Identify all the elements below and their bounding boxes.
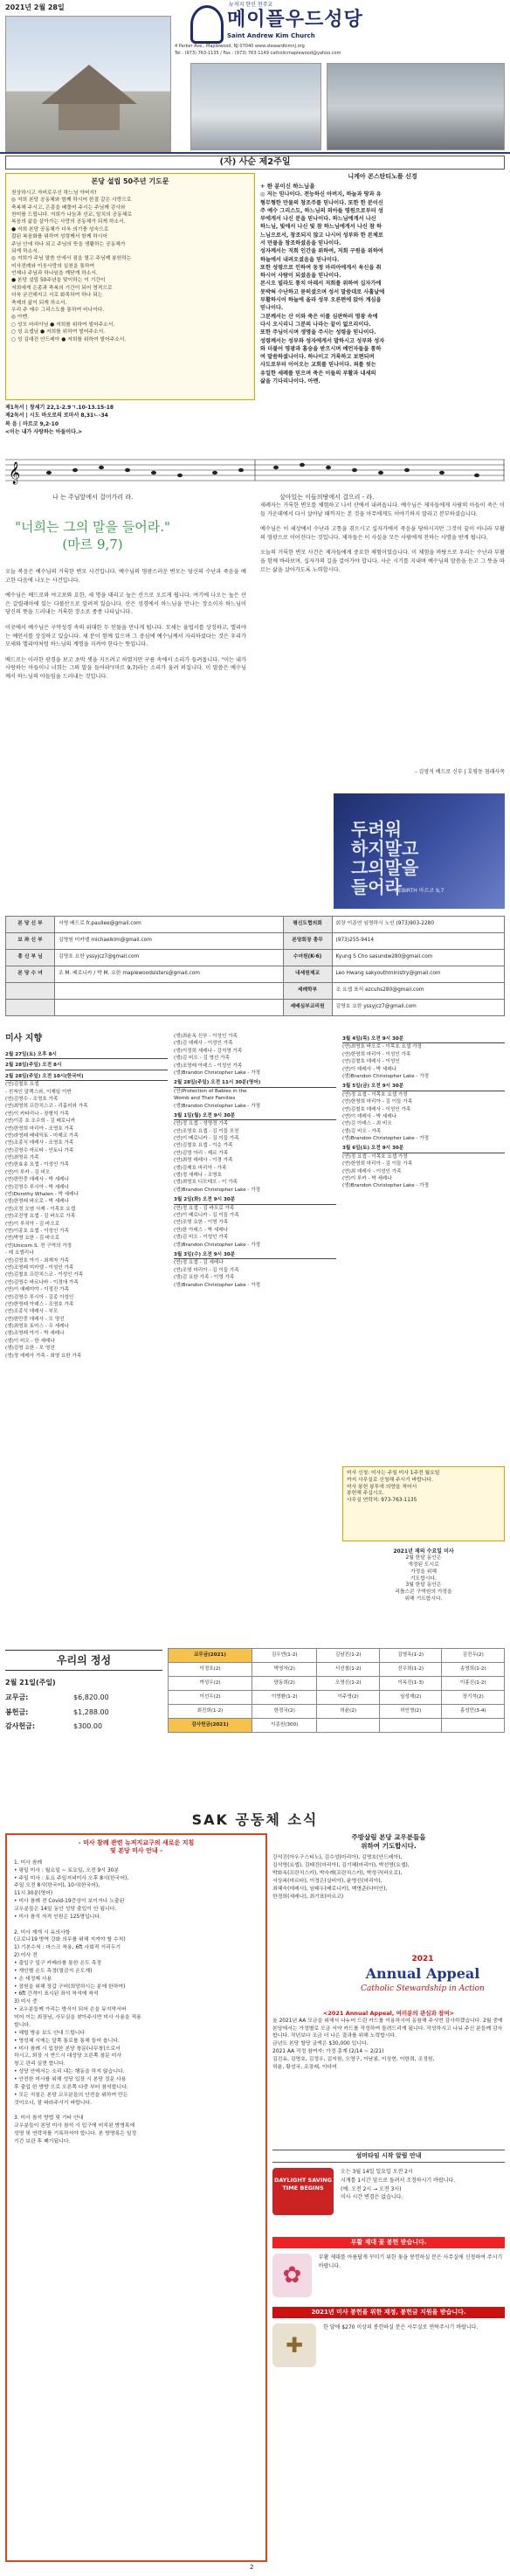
creed-text: ◎ 저는 믿나이다. 전능하신 아버지, 하늘과 땅과 유 형무형한 만물의 창조주를 믿나이다. 또한 한 분이신 주 예수 그리스도, 하느님의 외아들 영원으로부터 성 부에게서 나신 분을 믿나이다. 하느님에게서 나신 하느님, 빛에서 나신 빛 참 하느님에게서 나신 참 하 느님으로서, 창조되지 않고 나시어 성부와 한 본체로 서 만물을 창조하셨음을 믿나이다. 성자께서는 저희 인간을 위하여, 저희 구원을 위하여 하늘에서 내려오셨음을 믿나이다. 또한 성령으로 인하여 동정 마리아에게서 육신을 취 하시어 사람이 되셨음을 믿나이다. 본시오 빌라도 통치 아래서 저희를 위하여 십자가에 못박혀 수난하고 묻히셨으며 성서 말씀대로 사흘날에 부활하시어 하늘에 올라 성부 오른편에 앉아 계심을 믿나이다. 그분께서는 산 이와 죽은 이를 심판하러 영광 속에 다시 오시리니 그분의 나라는 끝이 없으리이다. 또한 주님이시며 생명을 주시는 성령을 믿나이다. 성령께서는 성부와 성자에게서 발하시고 성부와 성자 와 더불어 영광과 흠숭을 받으시며 예언자들을 통하 여 말씀하셨나이다. 하나이고 거룩하고 보편되며 사도로부터 이어오는 교회를 믿나이다. 죄를 씻는 유일한 세례를 믿으며 죽은 이들의 부활과 내세의 삶을 기다리나이다. 아멘. [260, 191, 385, 385]
staff-role: 수녀원(K-6) [283, 950, 332, 966]
staff-role: 평신도협의회 [283, 917, 332, 933]
mass-intention: (연)이 카타리나 - 장형석 가족 [5, 1111, 69, 1117]
donor-cell: 송영희(1-2) [442, 1663, 505, 1677]
mass-intention: (연)한영희 마리아 - 김 이들 가족 [342, 1099, 413, 1105]
dst-clock-icon [272, 2168, 334, 2215]
staff-row [6, 933, 505, 950]
mass-intention: (연)이 루카 - 박 세레나 [342, 1176, 392, 1182]
mass-intention: (연)조진영 요셉 - 김 바오로 가족 [5, 1214, 76, 1220]
staff-info: 회장 이준연 임명하시 노인 (973)903-2280 [332, 917, 504, 933]
mass-intention: (생)한영래 바오로 - 박 세레나 [5, 1199, 69, 1205]
donor-cell: 교무금(2021) [169, 1649, 252, 1663]
church-name: 메이플우드성당 [227, 9, 363, 31]
season-title: (자) 사순 제2주일 [5, 156, 505, 170]
mass-intention: (연)이 베로니카 - 김 이들 가족 [174, 1136, 239, 1142]
mass-intention: (생)Brandon Christopher Lake - 가정 [174, 1242, 261, 1248]
staff-info: 김영호 요한 yssyjcz7@gmail.com [55, 950, 284, 966]
mass-intention: (생)김 비오 - 가족 [342, 1128, 382, 1134]
mass-intention: (연)한영래 아녜스 - 조영호 가족 [5, 1301, 74, 1307]
mass-intention: (연)조영호 요셉 - 김 이들 모친 [174, 1128, 239, 1134]
donor-cell: 이종원(300) [252, 1719, 317, 1733]
mass-intentions-title: 미사 지향 [5, 1034, 43, 1043]
church-name-en: Saint Andrew Kim Church [227, 32, 315, 39]
donor-cell: 선우희(1-2) [379, 1663, 441, 1677]
mass-intention: (연)최영유 가족 [5, 1155, 39, 1161]
annual-appeal-logo [341, 1954, 505, 2003]
lyric-line-1: 나 는 주님앞에서 걸어가리 라. [52, 494, 134, 501]
mass-intention: (생)Brandon Christopher Lake - 가정 [174, 1070, 261, 1076]
donor-cell: 김영옥(1-2) [379, 1649, 441, 1663]
homily-left-p3: 이곳에서 예수님은 구약성경 속의 위대한 두 인물을 만나게 됩니다. 모세는 율법서를 상징하고, 엘리야는 예언서를 상징하고 있습니다. 세 분이 함께 있으며 그 중심에 예수님께서 자리하셨다는 것은 우리가 모세와 엘리야처럼 하느님의 계명을 지켜야 한다는 뜻입니다. [5, 625, 246, 648]
mass-support-text: 한 달에 $270 이상의 봉헌하실 분은 사무실로 연락주시기 바랍니다. [323, 2324, 479, 2331]
easter-flowers-title: 부활 제대 꽃 봉헌 받습니다. [272, 2237, 505, 2248]
mass-intention: (연)한영희 마리아 - 이성인 가족 [342, 1051, 411, 1057]
reading-response: <이는 내가 사랑하는 아들이다.> [5, 428, 83, 435]
mass-intention: (연)조영 요한 - 이명 가족 [174, 1220, 229, 1226]
creed-column [260, 173, 505, 385]
donor-cell [317, 1719, 379, 1733]
community-news-right [272, 1833, 505, 1901]
donor-row [169, 1677, 505, 1691]
tithe-value: $6,820.00 [73, 1693, 109, 1701]
staff-info: 김명원 미카엘 michaelkim@gmail.com [55, 933, 284, 950]
staff-info: Leo Hwang sakyouthministry@gmail.com [332, 966, 504, 983]
donor-cell: 오영신(1-2) [317, 1677, 379, 1691]
donor-cell: 박영자(2) [252, 1663, 317, 1677]
appeal-year: 2021 [411, 1955, 434, 1963]
mass-intention: (연)라영래 베네딕토 - 마제코 가족 [5, 1132, 79, 1139]
homily-left-p1: 오늘 복음은 예수님의 거룩한 변모 사건입니다. 예수님의 영광스러운 변모는 당신의 수난과 죽음을 예고한 다음에 나오는 사건입니다. [5, 569, 246, 584]
sick-prayer-title: 주방살림 본당 교우분들을 위하여 기도합시다. [351, 1833, 426, 1851]
donor-cell: 이홍신(1-2) [442, 1677, 505, 1691]
mass-day-heading: 2월 28일(주일) 오전 8시 [5, 1062, 168, 1070]
mass-intention: (연)한영희 마리아 - 조영호 가족 [5, 1125, 74, 1132]
mass-intention: (연)정 요셉 - 이목호 요셉 가정 [342, 1091, 408, 1098]
staff-row [6, 917, 505, 933]
staff-role: 보 좌 신 부 [6, 933, 55, 950]
mass-intention: Womb and Their Families [174, 1096, 236, 1102]
dst-title: 섬머타임 시작 알림 안내 [272, 2150, 505, 2163]
mass-intention: (연)김영수 바르나바 - 이경애 가족 [5, 1279, 79, 1285]
appeal-section-title: <2021 Annual Appeal, 여러분의 관심과 참여> [322, 2010, 455, 2017]
staff-role [6, 983, 55, 1000]
sick-prayer-names: 강석진(아우구스티노), 김수성(마리아), 김명호(안드레아), 김석영(요셉), 김태진(마리아), 김기혜(마리아), 박선영(요셉), 박화옥(프란치스카), 박숙례(프란치스카), 박성구(바오로), 서상복(마르타), 이정은(실비아), 윤영신(마리아), 최혜숙(데레사), 임태우(베로니카), 백명준(다미안), 한경희(세레나), 최기표(마르코) [272, 1855, 410, 1900]
mass-day-heading: 3월 2일(화) 오전 9시 30분 [174, 1196, 336, 1204]
readings [5, 404, 255, 436]
thanks-label: 감사헌금: [5, 1722, 36, 1731]
bulletin-date: 2021년 2월 28일 [5, 3, 65, 11]
community-news-title: SAK 공동체 소식 [191, 1811, 319, 1828]
mass-intention: (연)최영호 바오로 - 이목호 요셉 가정 [342, 1044, 422, 1050]
mass-intention: (연)정 요셉 - 성영경 가족 [174, 1121, 229, 1127]
offering-value: $1,288.00 [73, 1707, 109, 1716]
mass-intention: (연)이 예레미야 - 이정진 가족 [5, 1287, 69, 1293]
mass-column-2 [174, 1033, 336, 1289]
mass-intention: (생)이 비오 - 한 세레나 [5, 1338, 55, 1344]
donor-row [169, 1719, 505, 1733]
mass-intention: (생)정 세레나 - 조영호 [174, 1173, 222, 1179]
church-roof-shape [41, 65, 137, 104]
reading-gospel: 복 음 | 마르코 9,2-10 [5, 420, 59, 427]
prayer-box [5, 173, 255, 400]
homily-right-p3: 오늘의 거룩한 변모 사건은 제자들에게 중요한 체험이었습니다. 이 체험을 바탕으로 우리는 수난과 부활을 함께 바라보며, 십자가의 길을 걸어가야 합니다. 사순 시기를 지내며 예수님의 말씀을 듣고 그 뜻을 따르는 삶을 살아가도록 노력합시다. [260, 550, 505, 573]
donor-cell: 서선철(1-2) [317, 1663, 379, 1677]
donor-cell: 김진우(2) [442, 1649, 505, 1663]
mass-intention: (연)김철호 데레사 - 이성인 가족 [342, 1106, 411, 1112]
mass-intention: (생)김 비오 - 이성인 가족 [174, 1235, 229, 1241]
mass-intention: (연)김영 아리 - 제르 가족 [174, 1150, 229, 1156]
mass-day-heading: 2월 28일(주일) 오전 10시(한국어) [5, 1073, 168, 1081]
mass-intention: (연)최 데레사 - 이성인 가족 [342, 1168, 402, 1174]
mass-intention: (연)한영희 마리아 - 김 이들 가족 [342, 1161, 413, 1167]
appeal-section-text: 올 2021년 AA 모금을 위해서 나누어 드린 카드를 이용하시어 동참해 주시면 감사하겠습니다. 2월 중에 본당에서는 가정별로 모금 서약 카드를 작성하여 돌려드리게 됩니다. 작성하시고 나눠 주신 분들께 감사합니다. 작년보다 조금 더 나은 결과를 위해 노력합시다. 금년도 본당 할당 금액은 $30,000 입니다. 2021 AA 작정 참여자: 가정 총계 (2/14 ~ 2/21) 김진유, 김영호, 김정우, 김지원, 오영구, 이남봉, 이상현, 이한희, 조정원, 허윤, 황성국, 조장래, 이다미 [272, 2018, 503, 2070]
mass-intention: (연)Protection of Babies in the [174, 1088, 247, 1094]
mass-request-notice [342, 1466, 505, 1541]
donor-row [169, 1649, 505, 1663]
homily-right-p2: 예수님은 이 세상에서 수난과 고통을 겪으시고 십자가에서 죽음을 당하시지만 그것이 끝이 아니라 부활의 영광으로 이어진다는 것입니다. 제자들은 이 사실을 모든 사람에게 전하는 사명을 받게 됩니다. [260, 526, 505, 541]
mass-intention: (연)이 루치아 - 김 바오로 [5, 1221, 60, 1227]
staff-role: 본 당 수 녀 [6, 966, 55, 983]
donor-table [168, 1648, 505, 1733]
mass-intention: (생)Brandon Christopher Lake - 가정 [174, 1282, 261, 1288]
creed-subtitle: + 한 분이신 하느님을 [260, 183, 315, 190]
mass-intention: (연)이 데레사 - 박 세레나 [342, 1066, 397, 1072]
donor-cell: 김남진(1-2) [317, 1649, 379, 1663]
mass-support-section [272, 2307, 505, 2367]
donor-cell [379, 1719, 441, 1733]
mass-intention: (연)김철호 프란치스코 - 이성인 가족 [5, 1272, 84, 1278]
donor-cell: 장기석(2) [442, 1691, 505, 1705]
homily-signature: - 김영석 베드로 신부 | 호평동 첨래사목 [415, 769, 505, 775]
dst-text: 오는 3월 14일 일요일 오전 2시 시계를 1시간 앞으로 돌려서 조정하시기 바랍니다. (예: 오전 2시 → 오전 3시) 미사 시간 변경은 없습니다. [341, 2169, 456, 2201]
mass-intention: (연)김영수 루시아 - 김종 이성인 [5, 1294, 74, 1300]
mass-intention: (연)김철호 데레사 - 이성인 [342, 1059, 400, 1065]
finance-date: 2월 21일(주일) [5, 1679, 56, 1686]
donor-row [169, 1705, 505, 1719]
prayer-text: 천상하시고 자비로우신 하느님 아버지! ◎ 저희 본당 공동체와 함께 하시어 한결 같은 사랑으로 축복해 주시고, 은총을 베풀어 주시는 주님께 감사와 찬미를 드립니다. 저희가 나눔과 선교, 일치의 공동체로 복음의 삶을 살아가는 사랑의 공동체가 되게 하소서. ● 저희 본당 공동체가 더욱 의기충 성숙으로 잡된 복음화를 위하여 성령께서 함께 하시어 주님 안에 하나 되고 주님의 뜻을 생활하는 공동체가 되게 하소서. ◎ 저희가 주님 말씀 안에서 점을 열고 주님께 봉헌하는 미사전례와 이웃사랑의 실천을 통하여 언제나 주님과 하나임을 깨닫게 하소서. ● 본당 설립 50주년을 맞이하는 이 기간이 저희에게 은총과 축복의 기간이 되어 영적으로 더욱 굳건해지고 서로 화목하여 하나 되는 축제의 삶이 되게 하소서. 우리 주 예수 그리스도를 통하여 비나이다. ◎ 아멘. ○ 성모 마리아님 ● 저희를 위하여 빌어주소서. ○ 성 요셉님 ● 저희를 위하여 빌어주소서. ○ 성 김대건 안드레아 ● 저희를 위하여 빌어주소서. [11, 190, 132, 343]
staff-info [55, 1000, 284, 1016]
mass-intention: (연)이 데레사 - 박 세레나 [342, 1113, 397, 1119]
mass-intention: (연)오정 오염 사제 - 이목호 요셉 [5, 1206, 76, 1212]
donor-cell: 임성재(2) [379, 1691, 441, 1705]
staff-role: 세례학부 [283, 983, 332, 1000]
staff-role: 본당회장 총무 [283, 933, 332, 950]
annual-appeal-section [272, 2010, 505, 2072]
mass-intention: (생)김영 요한 - 모 영선 [5, 1346, 55, 1352]
mass-intention: (연)김철호 요셉 [5, 1082, 39, 1088]
homily-right [260, 502, 505, 581]
lent-poster-image [334, 793, 505, 909]
mass-intention: (생)김 요한 가족 - 이영 가족 [174, 1275, 235, 1281]
mass-intention: (연)이 루카 - 김 비오 [5, 1169, 51, 1175]
church-exterior-photo [327, 63, 505, 150]
mass-intention: (연)김영수 마르타 - 안토니 가족 [5, 1147, 74, 1153]
reading-1: 제1독서 | 창세기 22,1-2.9ㄱ.10-13.15-18 [5, 405, 114, 411]
donor-cell: 이정호(2) [169, 1663, 252, 1677]
donor-cell [442, 1719, 505, 1733]
staff-info: 조 M. 베로니카 / 박 M. 요한 maplewoodsisters@gmail.com [55, 966, 284, 983]
covid-guidelines-box [5, 1833, 267, 2562]
mass-intention: (연)박영 요한 - 김 바오로 [5, 1236, 60, 1242]
finance-summary [5, 1676, 162, 1735]
dst-badge: DAYLIGHT SAVING TIME BEGINS [273, 2177, 333, 2192]
homily-left-p2: 예수님은 베드로와 야고보와 요한, 세 명을 데리고 높은 산으로 오르게 됩니다. 여기에 나오는 높은 산은 갈릴레아에 있는 다볼산으로 알려져 있습니다. 산은 성경에서 하느님을 만나는 장소이자 하느님이 당신의 뜻을 드러내는 거룩한 장소로 종종 나타납니다. [5, 592, 246, 616]
offering-label: 봉헌금: [5, 1707, 29, 1716]
mass-intention: (연)김영수 - 조영호 가족 [5, 1096, 59, 1102]
mass-day-heading: 3월 1일(월) 오전 9시 30분 [174, 1112, 336, 1120]
staff-row [6, 950, 505, 966]
donor-cell: 감사헌금(2021) [169, 1719, 252, 1733]
mass-day-heading: 3월 5일(금) 오전 9시 30분 [342, 1083, 505, 1091]
page-number: 2 [250, 2564, 254, 2571]
church-logo-icon [190, 5, 224, 44]
mass-intention: (연)김철호 요셉 - 이순 가족 [174, 1143, 233, 1149]
staff-row [6, 966, 505, 983]
mass-intention: (생)조영래 아기 - 박 세레나 [5, 1331, 65, 1337]
mass-intention: (연)정 요셉 - 김 바오로 가족 [174, 1205, 235, 1211]
reading-2: 제2독서 | 시도 바오로의 로마서 8,31ㄴ-34 [5, 412, 108, 419]
church-photo [5, 16, 171, 152]
appeal-subtitle: Catholic Stewardship in Action [361, 1984, 485, 1993]
appeal-title: Annual Appeal [365, 1965, 480, 1983]
mass-intention: (연)최영희 프란치스코 - 리홀러와 가족 [5, 1104, 88, 1110]
treble-clef-icon: 𝄞 [9, 462, 21, 484]
dst-body [272, 2168, 505, 2215]
staff-table [5, 916, 505, 1016]
donor-row [169, 1691, 505, 1705]
creed-title: 니케아 콘스탄티노플 신경 [348, 173, 417, 180]
mass-intention: (연)한만중 데레사 - 박 세레나 [5, 1177, 69, 1183]
mass-day-heading: 2월 28일(주일) 오전 11시 30분(영어) [174, 1079, 336, 1087]
mass-intention: (연)이종호 요셉 - 이성인 가족 [5, 1228, 69, 1234]
mass-intention: (생)김 데레사 - 이성인 가족 [174, 1041, 233, 1047]
staff-role: 내세원제교 [283, 966, 332, 983]
chalice-icon: ✚ [272, 2323, 316, 2367]
mass-intention: (생)Brandon Christopher Lake - 가정 [174, 1187, 261, 1193]
staff-row [6, 983, 505, 1000]
mass-intention: - 친척인 알렉스와, 이제일 이반 [5, 1089, 72, 1095]
mass-intention: - 레 요엘리나 [5, 1250, 34, 1257]
mass-intention: (연)Dorothy Whalen - 박 세레나 [5, 1192, 79, 1198]
homily-right-p1: 세례자는 거룩한 변모를 체험하고 나서 산에서 내려옵니다. 예수님은 제자들에게 사람의 아들이 죽은 이들 가운데에서 다시 살아날 때까지는 본 것을 아무에게도 이야기하지 말라고 분부하셨습니다. [260, 502, 505, 517]
mass-intention: (연)최영 데레사 - 이경 가족 [174, 1158, 233, 1164]
mass-intention: (연)한효송 요셉 - 이성인 가족 [5, 1162, 69, 1168]
mass-intention: (생)정 데레사 가족 - 최영 요한 가족 [5, 1353, 82, 1359]
mass-intention: (연)한 아녜스 - 박 세레나 [174, 1227, 229, 1233]
church-phone: Tel : (973) 763-1135 / Fax : (973) 763-1149 catholicmaplewood@yahoo.com [175, 51, 341, 56]
homily-left-p4: 베드로는 이러한 광경을 보고 초막 셋을 지으려고 하였지만 구름 속에서 소리가 들려옵니다. "이는 내가 사랑하는 아들이니 너희는 그의 말을 들어라"(마르 9,7)라는 소리가 울려 퍼집니다. 이 말씀은 예수님께서 하느님의 아들임을 드러내는 것입니다. [5, 656, 246, 681]
mass-intention: (생)Brandon Christopher Lake - 가정 [342, 1073, 430, 1079]
mass-intention: (생)김제호 마리아 - 가족 [174, 1165, 227, 1171]
mass-intention: (연)조종식 데레사 - 부모 [5, 1309, 59, 1315]
church-address: 4 Parker Ave., Maplewood, NJ 07040 www.stewardkimnj.org [175, 44, 305, 49]
donor-cell: 이선우(2) [169, 1691, 252, 1705]
mass-intention: (생)최영호 토마스 - 우 세레나 [5, 1324, 69, 1330]
mass-support-body [272, 2323, 505, 2367]
donor-cell: 양동희(2) [252, 1677, 317, 1691]
mass-intention: (생)이정희 세레나 - 강지영 가족 [174, 1048, 243, 1054]
mass-intention: (연)정 요셉 - 이목호 요셉 가정 [342, 1153, 408, 1160]
mass-intention: (생)최윤옥 신부 - 이성인 가족 [174, 1034, 238, 1039]
mass-day-heading: 3월 3일(수) 오전 9시 30분 [174, 1251, 336, 1259]
mass-intention: (연)김영수 루시아 - 박 세레나 [5, 1184, 69, 1190]
mass-intention: (연)정 요셉 - 김 세레나 [174, 1260, 224, 1266]
donor-cell: 여성우(2) [169, 1677, 252, 1691]
tithe-label: 교무금: [5, 1693, 29, 1701]
staff-role: 세배심부교리원 [283, 1000, 332, 1016]
music-staff [5, 444, 505, 493]
mass-intention: (연)이종 호 조수희 - 김 베로니카 [5, 1118, 76, 1125]
donor-cell: 이영환(1-2) [252, 1691, 317, 1705]
donor-row [169, 1663, 505, 1677]
mass-intention: (연)조영래 미카엘 - 이성인 가족 [5, 1264, 74, 1271]
mass-intention: (생)Brandon Christopher Lake - 가정 [342, 1136, 430, 1142]
mass-intention: (생)김 비오 - 김 영선 가족 [174, 1056, 230, 1062]
staff-info: 조 요셉 표석 ezcuhs280@gmail.com [332, 983, 504, 1000]
mass-intention: (생)조영래 아녜스 - 이성인 가족 [174, 1063, 243, 1069]
staff-role: 본 당 신 부 [6, 917, 55, 933]
mass-intention: (연)조종식 데레사 - 조영호 가족 [5, 1140, 74, 1146]
staff-info: 김영호 요한 yssyjcz7@gmail.com [332, 1000, 504, 1016]
mass-intention: (연)김영호 아기 - 최재자 가족 [5, 1257, 69, 1264]
mass-day-heading: 2월 27일(토) 오후 8시 [5, 1051, 168, 1059]
mass-intention: (생)Brandon Christopher Lake - 가정 [342, 1183, 430, 1189]
easter-flowers-body [272, 2254, 505, 2297]
mass-intention: (생)Brandon Christopher Lake - 가정 [174, 1103, 261, 1109]
gospel-quote [5, 519, 180, 553]
mass-intention: (연)Unicorn S. 전 구역의 가정 [5, 1243, 72, 1249]
mass-intention: (연)김 아녜스 - 최 비오 [342, 1121, 392, 1127]
staff-info: Kyung S Cho sasundw280@gmail.com [332, 950, 504, 966]
mass-intention: (연)이 베로니카 - 김 이들 가족 [174, 1212, 239, 1218]
donor-cell: 한정국(2) [252, 1705, 317, 1719]
quote-line-1: "너희는 그의 말을 들어라." [15, 519, 170, 535]
staff-info: 서영 베드로 fr.paullee@gmail.com [55, 917, 284, 933]
church-building-shape [59, 104, 120, 130]
guidelines-title: - 미사 참례 관련 뉴저지교구의 새로운 지침 및 본당 미사 안내 - [78, 1839, 195, 1855]
mass-intention: (연)한만중 데레사 - 모 영선 [5, 1316, 65, 1322]
mass-day-heading: 3월 4일(목) 오전 9시 30분 [342, 1035, 505, 1043]
mass-day-heading: 3월 6일(토) 오전 9시 30분 [342, 1145, 505, 1153]
prayer-month-title: 2021년 재의 수요일 미사 [393, 1548, 454, 1555]
thanks-value: $300.00 [73, 1722, 103, 1731]
prayer-month-notice [342, 1545, 505, 1602]
mass-support-title: 2021년 미사 봉헌을 위한 재정, 봉헌금 지원을 받습니다. [272, 2307, 505, 2318]
donor-cell: 이옥진(1-3) [379, 1677, 441, 1691]
mass-column-1 [5, 1049, 168, 1360]
prayer-title: 본당 설립 50주년 기도문 [91, 177, 169, 185]
donor-cell: 최진희(1-2) [169, 1705, 252, 1719]
mass-intention: (연)조영 마리아 - 김 이들 가족 [174, 1267, 239, 1273]
church-name-small: 뉴저지 한인 천주교 [229, 2, 273, 8]
mass-intention: (생)최영호 디모테오 - 이 가족 [174, 1180, 238, 1186]
poster-text: 두려워 하지말고 그의말을 들어라 [351, 819, 419, 897]
guidelines-text: 1. 미사 참례 • 평일 미사 : 월요일 ~ 토요일, 오전 9시 30분 • 주일 미사 : 토요 주일저녁미사 오후 8시(한국어), 주일 오전 8시(한국어), 10시(한국어), 11시 30분(영어) • 미사 참례 전 Covid-19증상이 보이거나 노출된 교우분들은 14일 동안 성당 출입이 안 됩니다. • 미사 참석 자격 인원은 125명입니다. 2. 미사 재개 시 유의사항 (코로나19 방역 강화 의무를 위해 지켜야 할 수칙) 1) 기본수칙 : 마스크 착용, 6ft 사회적 거리두기 2) 미사 전 • 출입구 입구 카메라를 통한 온도 측정 • 개인별 온도 측정(열감지 온도계) • 손 세정제 사용 • 잠원을 위해 장갑 구비(희망하시는 분에 한하여) • 6ft 간격이 표시된 좌석 착석에 착석 3) 미사 중 • 교우분들께 가리는 방식이 되어 손을 뮤지막서버 미어 이는 최장님, 사무실을 찾아주시면 미사 사용을 적용 합니다. • 헤럴 방송 보도 안내 드립니다 • 영성체 시에는 앞쪽 통로를 통해 들어 옵니다. • 미사 참례 시 입장한 본당 창문(나무창)으로서 하시고, 퇴장 시 반드시 대성당 오른쪽 창문 미사 창고 관리 실현 합니다. • 성당 안에서는 소리 내는 행동을 하지 않습니다. • 안전한 미사를 위해 성당 입장 시 본당 정문 사용 후 출입 한 방향 으로 오른쪽 다중 부터 참석합니다. • 모든 지침은 본당 교우분들의 안전을 위하여 만든 것이오니, 잘 따라주시기 바랍니다. 3. 미사 참석 방법 및 기타 안내 교우분들이 본당 미사 참석 시 입구에 비치된 방명록에 성명 및 연락처를 기록하셔야 합니다. 본 방명록은 일정 기간 보관 후 폐기됩니다. [14, 1859, 141, 2144]
church-interior-photo [190, 63, 321, 150]
lyric-line-2: 살아있는 이들의땅에서 걸으리 - 라. [279, 494, 375, 501]
flower-icon: ✿ [272, 2254, 312, 2297]
easter-flowers-section [272, 2237, 505, 2297]
staff-info [55, 983, 284, 1000]
staff-role [6, 1000, 55, 1016]
poster-caption: REBIRTH 마르코 9,7 [395, 888, 445, 894]
staff-info: (973)255-9414 [332, 933, 504, 950]
mass-request-text: 미사 신청: 미사는 주일 미사 1주전 월요일 까지 사무실로 신청해 주시기 바랍니다. 미사 봉헌 봉투에 의향을 적어서 봉헌해 주십시오. 사무실 연락처: 973-763-1135 [347, 1471, 440, 1504]
easter-flowers-text: 부활 제대를 아름답게 꾸미기 위한 꽃을 봉헌하실 분은 사무실에 신청하여 주시기 바랍니다. [318, 2254, 503, 2270]
donor-cell: 이주영(2) [317, 1691, 379, 1705]
donor-cell: 홍성민(3-4) [442, 1705, 505, 1719]
staff-role: 총 신 부 님 [6, 950, 55, 966]
prayer-month-text: 2월 한달 동안은 개정된 도시로 가정을 위해 기도합시다. 3월 한달 동안은 리틀스콘 구역원의 가정을 위해 기도합시다. [395, 1555, 452, 1602]
finance-title: 우리의 정성 [5, 1650, 162, 1671]
quote-line-2: (마르 9,7) [62, 536, 123, 552]
homily-left [5, 568, 246, 689]
donor-cell: 김우엔(1-2) [252, 1649, 317, 1663]
donor-cell: 허인영(2) [379, 1705, 441, 1719]
donor-cell: 허윤(2) [317, 1705, 379, 1719]
mass-column-3 [342, 1033, 505, 1190]
dst-section [272, 2150, 505, 2215]
staff-row [6, 1000, 505, 1016]
